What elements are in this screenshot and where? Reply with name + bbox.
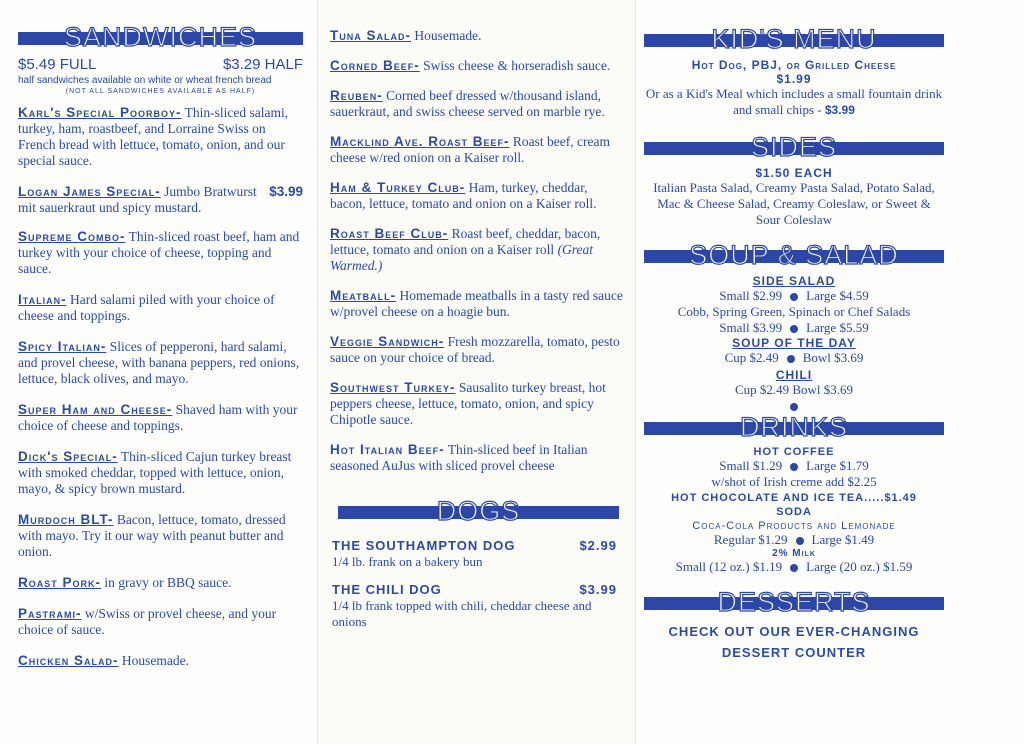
salad-types: Cobb, Spring Green, Spinach or Chef Salads — [677, 304, 911, 319]
item-name: Veggie Sandwich- — [330, 334, 445, 349]
item-description: Corned beef dressed w/thousand island, sauerkraut, and swiss cheese served on marble rye. — [330, 88, 605, 119]
menu-item — [18, 339, 303, 387]
menu-item — [330, 58, 625, 74]
half-availability-note: (NOT ALL SANDWICHES AVAILABLE AS HALF) — [65, 88, 256, 95]
item-name: Meatball- — [330, 288, 397, 303]
sandwich-list-right — [330, 28, 625, 474]
dog-price: $3.99 — [579, 582, 617, 597]
item-description: w/Swiss or provel cheese, and your choice of sauce. — [18, 606, 277, 637]
dog-price: $2.99 — [579, 538, 617, 553]
milk-large: Large (20 oz.) $1.59 — [806, 559, 913, 574]
milk-heading: 2% Milk — [772, 548, 816, 559]
item-name: Roast Beef Club- — [330, 226, 449, 241]
kids-title: KID'S MENU — [711, 24, 877, 54]
item-name: Dick's Special- — [18, 449, 118, 464]
menu-item — [330, 334, 625, 366]
panel-left — [0, 0, 318, 744]
item-description: Thin-sliced beef in Italian seasoned AuJus with sliced provel cheese — [330, 442, 588, 473]
item-description: Thin-sliced salami, turkey, ham, roastbeef, and Lorraine Swiss on French bread with lettuce, tomato, onion, and our special sauce. — [18, 105, 289, 168]
item-name: Karl's Special Poorboy- — [18, 105, 182, 120]
menu-item — [18, 512, 303, 560]
item-name: Tuna Salad- — [330, 28, 411, 43]
soup-of-day-heading: SOUP OF THE DAY — [732, 336, 856, 350]
soda-heading: SODA — [776, 506, 812, 518]
side-salad-small: Small $2.99 — [719, 288, 783, 303]
item-name: Italian- — [18, 292, 67, 307]
menu-item — [18, 184, 303, 216]
item-description: Swiss cheese & horseradish sauce. — [419, 58, 611, 73]
item-name: Ham & Turkey Club- — [330, 180, 466, 195]
item-description: Hard salami piled with your choice of cheese and toppings. — [18, 292, 275, 323]
item-name: Macklind Ave. Roast Beef- — [330, 134, 510, 149]
item-name: Roast Pork- — [18, 575, 101, 590]
soda-large: Large $1.49 — [811, 532, 875, 547]
bullet-icon — [790, 463, 798, 471]
item-description: Roast beef, cream cheese w/red onion on a Kaiser roll. — [330, 134, 610, 165]
menu-item — [330, 28, 625, 44]
drinks-title: DRINKS — [739, 412, 848, 442]
milk-prices — [644, 559, 944, 575]
item-description: Homemade meatballs in a tasty red sauce w/provel cheese on a hoagie bun. — [330, 288, 623, 319]
dog-list — [330, 530, 625, 630]
menu-item — [330, 134, 625, 166]
item-description: Jumbo Bratwurst mit sauerkraut und spicy mustard. — [18, 184, 257, 215]
sides-price: $1.50 EACH — [755, 166, 833, 180]
half-price: $3.29 HALF — [222, 56, 303, 73]
menu-item — [18, 292, 303, 324]
menu-item — [330, 380, 625, 428]
desserts-title: DESSERTS — [717, 587, 871, 617]
panel-right — [636, 0, 1024, 744]
soup-bowl: Bowl $3.69 — [802, 350, 864, 365]
milk-small: Small (12 oz.) $1.19 — [675, 559, 783, 574]
menu-item — [330, 88, 625, 120]
irish-creme: w/shot of Irish creme add $2.25 — [711, 474, 877, 489]
item-description: Sausalito turkey breast, hot peppers cheese, lettuce, tomato, onion, and spicy Chipotle sauce. — [330, 380, 606, 427]
dogs-title: DOGS — [436, 496, 521, 526]
sandwich-list-left — [18, 105, 303, 669]
coffee-heading: HOT COFFEE — [753, 446, 835, 458]
bullet-icon — [796, 537, 804, 545]
bullet-icon — [790, 564, 798, 572]
soup-salad-title: SOUP & SALAD — [689, 240, 899, 270]
item-description: Housemade. — [118, 653, 189, 668]
item-name: Hot Italian Beef- — [330, 442, 445, 457]
item-description: Roast beef, cheddar, bacon, lettuce, tomato and onion on a Kaiser roll — [330, 226, 601, 257]
item-name: Reuben- — [330, 88, 383, 103]
salad-large: Large $5.59 — [806, 320, 869, 335]
item-name: Corned Beef- — [330, 58, 420, 73]
item-description: Bacon, lettuce, tomato, dressed with mayo. Try it our way with peanut butter and onion. — [18, 512, 286, 559]
sandwiches-banner — [18, 22, 303, 52]
chili-prices: Cup $2.49 Bowl $3.69 — [734, 382, 854, 397]
coffee-small: Small $1.29 — [719, 458, 783, 473]
item-name: Southwest Turkey- — [330, 380, 456, 395]
dog-item — [332, 538, 617, 570]
item-note: (Great Warmed.) — [330, 242, 594, 273]
kids-meal-text: Or as a Kid's Meal which includes a small fountain drink and small chips - — [645, 86, 943, 117]
drinks-banner — [644, 412, 944, 442]
coffee-prices — [644, 458, 944, 474]
item-description: Slices of pepperoni, hard salami, and provel cheese, with banana peppers, red onions, lettuce, black olives, and mayo. — [18, 339, 300, 386]
soup-prices — [644, 350, 944, 366]
soda-prices — [644, 532, 944, 548]
item-name: Logan James Special- — [18, 184, 161, 199]
item-description: Thin-sliced roast beef, ham and turkey with your choice of cheese, topping and sauce. — [18, 229, 300, 276]
half-note: half sandwiches available on white or wheat french bread — [18, 75, 272, 86]
menu-item — [18, 653, 303, 669]
hot-chocolate: HOT CHOCOLATE AND ICE TEA.....$1.49 — [671, 492, 917, 504]
desserts-banner — [644, 587, 944, 617]
dog-name: THE CHILI DOG — [332, 582, 442, 597]
item-description: in gravy or BBQ sauce. — [101, 575, 232, 590]
bullet-icon — [790, 403, 798, 411]
menu-item — [330, 442, 625, 474]
dogs-banner — [338, 496, 619, 526]
salad-prices — [644, 320, 944, 336]
item-description: Shaved ham with your choice of cheese and toppings. — [18, 402, 298, 433]
coffee-large: Large $1.79 — [806, 458, 869, 473]
sandwiches-title: SANDWICHES — [63, 22, 257, 52]
side-salad-large: Large $4.59 — [806, 288, 869, 303]
kids-price: $1.99 — [776, 72, 812, 86]
item-name: Pastrami- — [18, 606, 82, 621]
panel-middle — [318, 0, 636, 744]
menu-item — [330, 180, 625, 212]
bullet-icon — [787, 355, 795, 363]
item-name: Chicken Salad- — [18, 653, 119, 668]
item-description: Thin-sliced Cajun turkey breast with smoked cheddar, topped with lettuce, onion, mayo, & spicy brown mustard. — [18, 449, 292, 496]
dog-description: 1/4 lb frank topped with chili, cheddar cheese and onions — [332, 598, 592, 629]
kids-meal — [644, 86, 944, 118]
dog-item — [332, 582, 617, 630]
dog-description: 1/4 lb. frank on a bakery bun — [332, 554, 483, 569]
desserts-text: CHECK OUT OUR EVER-CHANGING DESSERT COUNTER — [668, 624, 920, 660]
menu-item — [18, 449, 303, 497]
item-price: $3.99 — [269, 184, 303, 199]
full-price: $5.49 FULL — [18, 56, 97, 73]
item-name: Supreme Combo- — [18, 229, 126, 244]
coke-products: Coca-Cola Products and Lemonade — [692, 520, 896, 532]
sides-list: Italian Pasta Salad, Creamy Pasta Salad, Potato Salad, Mac & Cheese Salad, Creamy Coleslaw, or Sweet & Sour Coleslaw — [653, 180, 935, 227]
menu-item — [18, 402, 303, 434]
soup-cup: Cup $2.49 — [724, 350, 779, 365]
kids-options: Hot Dog, PBJ, or Grilled Cheese — [691, 58, 897, 72]
item-name: Spicy Italian- — [18, 339, 107, 354]
side-salad-heading: SIDE SALAD — [752, 274, 836, 288]
menu-item — [18, 229, 303, 277]
bullet-icon — [790, 293, 798, 301]
bullet-icon — [790, 325, 798, 333]
salad-small: Small $3.99 — [719, 320, 783, 335]
item-name: Murdoch BLT- — [18, 512, 114, 527]
item-description: Housemade. — [411, 28, 482, 43]
side-salad-prices — [644, 288, 944, 304]
menu-item — [18, 105, 303, 169]
soda-regular: Regular $1.29 — [713, 532, 788, 547]
soup-salad-banner — [644, 240, 944, 270]
menu-item — [330, 226, 625, 274]
menu-item — [330, 288, 625, 320]
item-name: Super Ham and Cheese- — [18, 402, 173, 417]
menu-item — [18, 606, 303, 638]
menu-item — [18, 575, 303, 591]
sides-title: SIDES — [750, 132, 838, 162]
kids-banner — [644, 24, 944, 54]
dog-name: THE SOUTHAMPTON DOG — [332, 538, 516, 553]
chili-heading: CHILI — [775, 368, 813, 382]
kids-meal-price: $3.99 — [824, 103, 855, 117]
sides-banner — [644, 132, 944, 162]
item-description: Fresh mozzarella, tomato, pesto sauce on your choice of bread. — [330, 334, 620, 365]
item-description: Ham, turkey, cheddar, bacon, lettuce, tomato and onion on a Kaiser roll. — [330, 180, 597, 211]
sandwich-price-row — [18, 56, 303, 73]
